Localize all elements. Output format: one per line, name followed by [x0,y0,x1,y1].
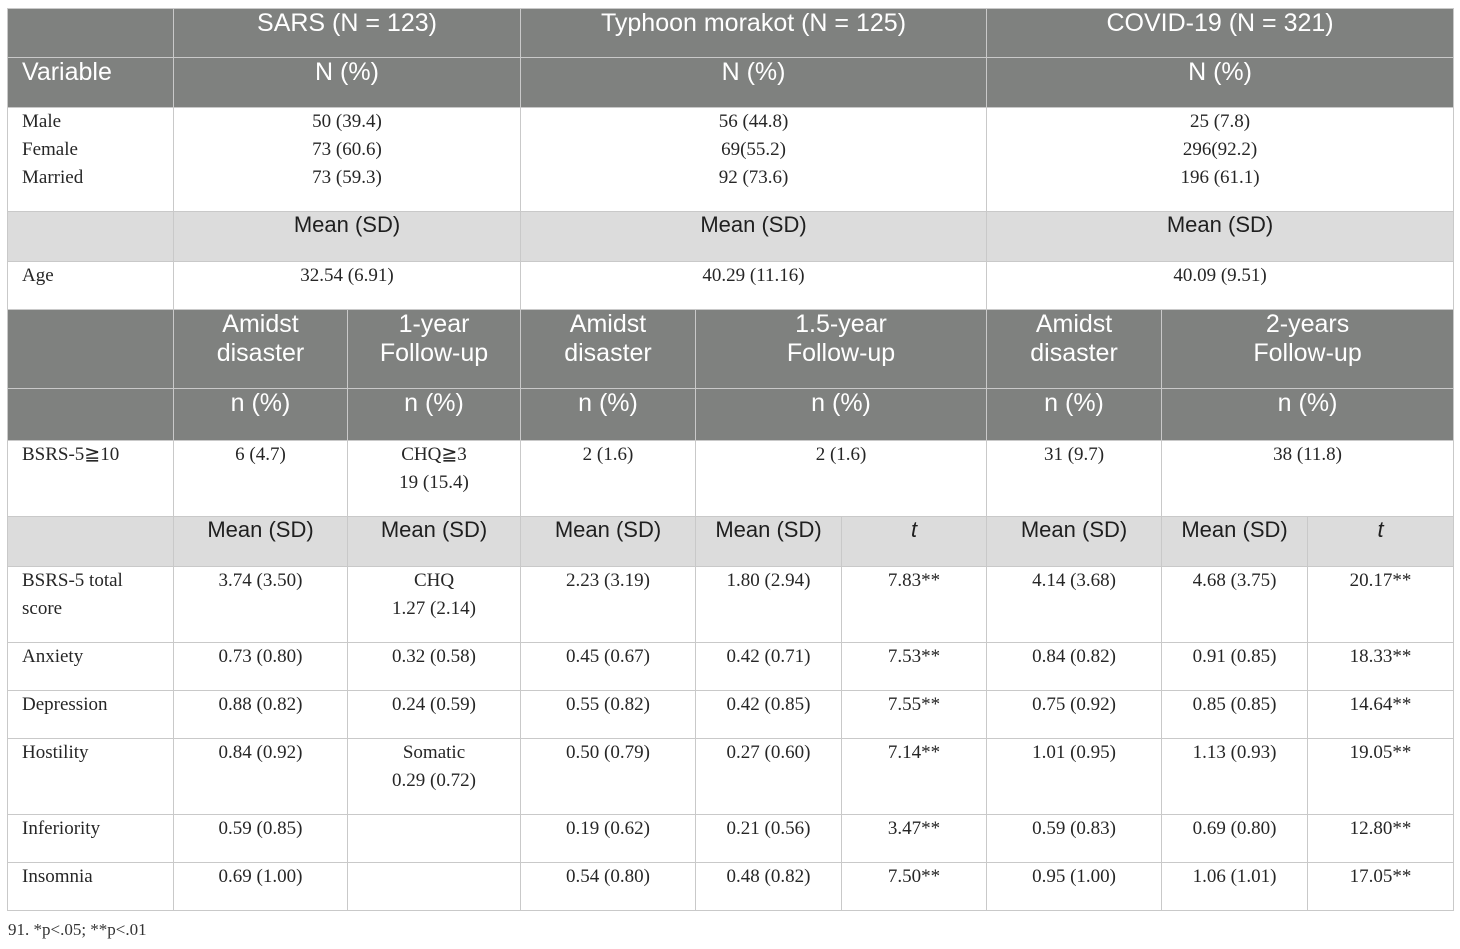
table-row [8,739,1454,815]
header-covid: COVID-19 (N = 321) [987,9,1454,58]
value-cell: 2.23 (3.19) [521,567,696,643]
header-n-pct: n (%) [696,389,987,441]
demographics-sars [174,108,521,212]
subheader-mean-sd: Mean (SD) [696,517,842,567]
value-cell: 0.27 (0.60) [696,739,842,815]
value-cell: 73 (60.6) [312,139,382,160]
value-cell: 40.29 (11.16) [521,262,987,310]
demographics-row [8,108,1454,212]
value-line: 1.27 (2.14) [392,598,476,619]
value-cell: 0.69 (1.00) [174,863,348,911]
table-row [8,643,1454,691]
n-pct-header-row [8,389,1454,441]
phase-line: Amidst [1035,310,1113,338]
label-bsrs-cutoff: BSRS-5≧10 [8,441,174,517]
value-cell: 0.59 (0.85) [174,815,348,863]
value-line: 19 (15.4) [399,472,469,493]
value-cell: 196 (61.1) [1180,167,1260,188]
value-cell: 69(55.2) [721,139,786,160]
header-phase [696,310,987,389]
value-cell: 0.95 (1.00) [987,863,1162,911]
value-cell: 0.91 (0.85) [1162,643,1308,691]
mean-sd-subheader-row [8,212,1454,262]
table-footnote: 91. *p<.05; **p<.01 [8,920,147,939]
value-line: CHQ≧3 [401,444,467,465]
value-cell: 0.24 (0.59) [348,691,521,739]
value-cell: 2 (1.6) [521,441,696,517]
label-line: BSRS-5 total [22,570,123,591]
value-cell: 0.54 (0.80) [521,863,696,911]
row-label [8,567,174,643]
value-cell: 0.32 (0.58) [348,643,521,691]
value-cell: 0.48 (0.82) [696,863,842,911]
bsrs-cutoff-row [8,441,1454,517]
table-row [8,815,1454,863]
phase-line: 2-years [1265,310,1350,338]
table-row [8,567,1454,643]
label-married: Married [22,167,84,188]
value-cell: 38 (11.8) [1162,441,1454,517]
phase-line: 1.5-year [795,310,887,338]
value-cell: 1.80 (2.94) [696,567,842,643]
phase-line: 1-year [398,310,470,338]
t-value: 20.17** [1308,567,1454,643]
phase-line: Amidst [222,310,299,338]
value-cell: 0.88 (0.82) [174,691,348,739]
subheader-mean-sd: Mean (SD) [521,212,987,262]
header-phase [348,310,521,389]
value-cell: 0.85 (0.85) [1162,691,1308,739]
value-cell: 1.01 (0.95) [987,739,1162,815]
value-cell [348,815,521,863]
value-cell: 0.42 (0.71) [696,643,842,691]
phase-line: disaster [1030,339,1118,367]
header-typhoon: Typhoon morakot (N = 125) [521,9,987,58]
demographics-covid [987,108,1454,212]
value-cell: 50 (39.4) [312,111,382,132]
table-row [8,863,1454,911]
value-cell: 25 (7.8) [1189,111,1251,132]
value-cell: 31 (9.7) [987,441,1162,517]
label-male: Male [22,111,62,132]
value-cell: 0.50 (0.79) [521,739,696,815]
value-line: CHQ [413,570,455,591]
row-label: Insomnia [8,863,174,911]
value-cell [348,739,521,815]
t-value: 17.05** [1308,863,1454,911]
t-value: 7.14** [842,739,987,815]
header-n-pct-typhoon: N (%) [521,58,987,108]
value-cell: 1.06 (1.01) [1162,863,1308,911]
results-table [7,8,1454,911]
header-variable: Variable [8,58,174,108]
header-phase [1162,310,1454,389]
header-phase [521,310,696,389]
subheader-mean-sd: Mean (SD) [987,517,1162,567]
t-value: 7.50** [842,863,987,911]
variable-header-row [8,58,1454,108]
subheader-t: t [1308,517,1454,567]
value-line: Somatic [402,742,466,763]
subheader-empty-cell [8,212,174,262]
phase-line: Amidst [569,310,647,338]
value-cell: 0.19 (0.62) [521,815,696,863]
header-empty-cell [8,389,174,441]
value-cell: 2 (1.6) [696,441,987,517]
row-label: Hostility [8,739,174,815]
header-n-pct: n (%) [987,389,1162,441]
value-cell: 92 (73.6) [718,167,789,188]
subheader-mean-sd: Mean (SD) [521,517,696,567]
t-value: 7.55** [842,691,987,739]
value-cell [348,441,521,517]
t-value: 14.64** [1308,691,1454,739]
value-cell: 3.74 (3.50) [174,567,348,643]
t-value: 18.33** [1308,643,1454,691]
subheader-mean-sd: Mean (SD) [174,212,521,262]
header-n-pct: n (%) [174,389,348,441]
value-cell: 4.14 (3.68) [987,567,1162,643]
header-empty-cell [8,9,174,58]
phase-line: Follow-up [786,339,896,367]
value-cell: 0.59 (0.83) [987,815,1162,863]
value-cell: 40.09 (9.51) [987,262,1454,310]
value-cell: 73 (59.3) [312,167,382,188]
t-value: 3.47** [842,815,987,863]
phase-line: Follow-up [1253,339,1362,367]
t-value: 7.83** [842,567,987,643]
subheader-empty-cell [8,517,174,567]
phase-line: Follow-up [379,339,489,367]
value-cell: 32.54 (6.91) [174,262,521,310]
value-cell [348,863,521,911]
subheader-mean-sd: Mean (SD) [1162,517,1308,567]
age-row [8,262,1454,310]
value-line: 0.29 (0.72) [392,770,476,791]
demographics-typhoon [521,108,987,212]
header-empty-cell [8,310,174,389]
value-cell: 0.21 (0.56) [696,815,842,863]
value-cell: 4.68 (3.75) [1162,567,1308,643]
header-phase [174,310,348,389]
t-value: 7.53** [842,643,987,691]
table-row [8,691,1454,739]
subheader-t: t [842,517,987,567]
value-cell: 0.84 (0.92) [174,739,348,815]
value-cell: 1.13 (0.93) [1162,739,1308,815]
value-cell: 296(92.2) [1182,139,1258,160]
subheader-mean-sd: Mean (SD) [987,212,1454,262]
header-phase [987,310,1162,389]
value-cell: 56 (44.8) [718,111,789,132]
header-n-pct: n (%) [521,389,696,441]
phase-line: disaster [216,339,305,367]
t-value: 12.80** [1308,815,1454,863]
value-cell: 0.75 (0.92) [987,691,1162,739]
phase-line: disaster [564,339,652,367]
row-label: Anxiety [8,643,174,691]
value-cell: 0.42 (0.85) [696,691,842,739]
group-header-row [8,9,1454,58]
label-female: Female [22,139,78,160]
demographic-labels [8,108,174,212]
label-age: Age [8,262,174,310]
label-line: score [22,598,63,619]
header-sars: SARS (N = 123) [174,9,521,58]
value-cell: 0.45 (0.67) [521,643,696,691]
row-label: Inferiority [8,815,174,863]
header-n-pct-covid: N (%) [987,58,1454,108]
value-cell: 0.73 (0.80) [174,643,348,691]
value-cell: 0.84 (0.82) [987,643,1162,691]
header-n-pct: n (%) [348,389,521,441]
value-cell: 0.69 (0.80) [1162,815,1308,863]
subheader-mean-sd: Mean (SD) [174,517,348,567]
mean-sd-t-subheader-row [8,517,1454,567]
header-n-pct-sars: N (%) [174,58,521,108]
t-value: 19.05** [1308,739,1454,815]
header-n-pct: n (%) [1162,389,1454,441]
value-cell [348,567,521,643]
subheader-mean-sd: Mean (SD) [348,517,521,567]
row-label: Depression [8,691,174,739]
phase-header-row [8,310,1454,389]
value-cell: 0.55 (0.82) [521,691,696,739]
value-cell: 6 (4.7) [174,441,348,517]
